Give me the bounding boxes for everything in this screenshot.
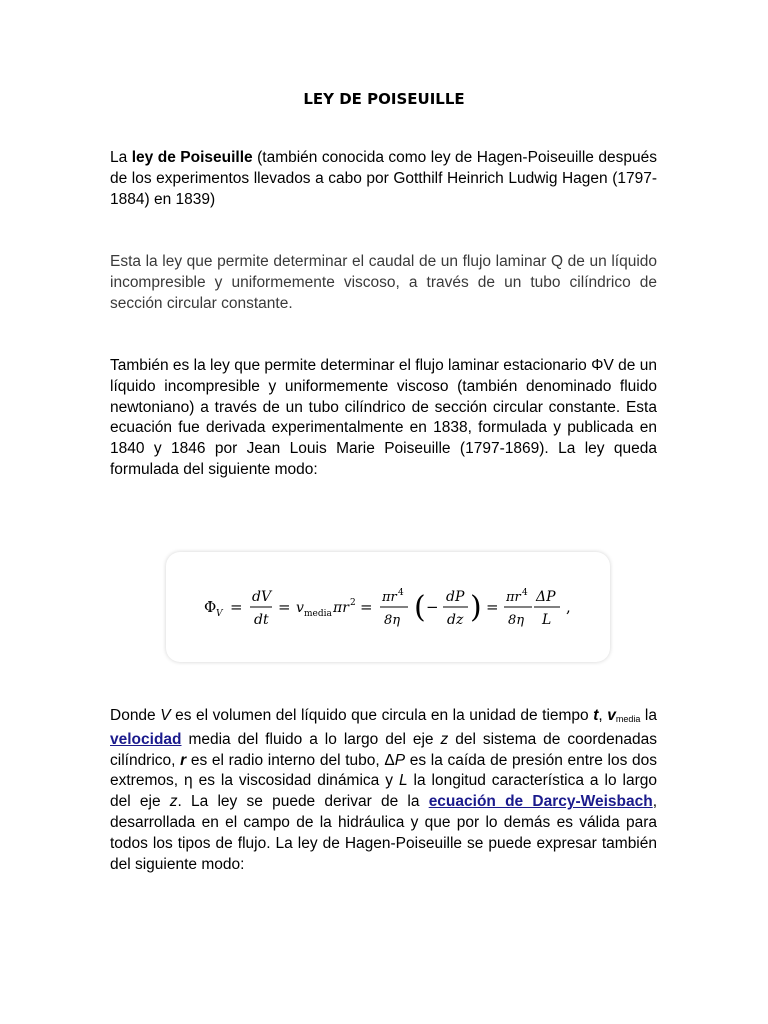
var-v-media: v (607, 707, 616, 724)
term-bold: ley de Poiseuille (131, 149, 253, 166)
formula-equals: = (360, 598, 373, 616)
formula-minus: − (426, 598, 439, 616)
text-run: es el volumen del líquido que circula en la unidad de tiempo (170, 707, 594, 724)
formula-exp-4: 4 (522, 588, 528, 598)
variables-paragraph (110, 706, 657, 875)
formula-v: v (296, 600, 304, 616)
formula-8eta: 8η (384, 613, 401, 628)
var-l: L (398, 772, 408, 790)
formula-dp: dP (446, 589, 465, 605)
formula-pi-r: πr (333, 600, 349, 616)
text-run: (también conocida como ley de Hagen-Poiseuille después de los experimentos llevados a cabo por Gotthilf Heinrich Ludwig Hagen (1797- 1884) en 1839) (110, 149, 657, 208)
formula-sub-media: media (304, 609, 332, 619)
formula-sub-v: V (216, 609, 223, 619)
text-run: es la caída de presión entre los dos extremos, η es la viscosidad dinámica y (110, 751, 657, 790)
text-run: La (110, 149, 132, 166)
var-sub-media: media (615, 714, 641, 724)
formula-equals: = (230, 598, 243, 616)
formula-right-paren: ) (470, 590, 482, 625)
formula-dz: dz (447, 612, 464, 628)
text-run: media del fluido a lo largo del eje (181, 730, 441, 748)
var-t: t (593, 707, 599, 724)
formula-equals: = (486, 598, 499, 616)
poiseuille-formula (166, 552, 610, 662)
definition-paragraph: Esta la ley que permite determinar el caudal de un flujo laminar Q de un líquido incompresible y uniformemente viscoso, a través de un tubo cilíndrico de sección circular constante. (110, 253, 657, 312)
text-run: Donde (110, 707, 161, 724)
text-run: es el radio interno del tubo, Δ (186, 751, 395, 769)
link-velocidad[interactable]: velocidad (110, 730, 182, 748)
text-run: . La ley se puede derivar de la (177, 793, 429, 811)
link-darcy-weisbach[interactable]: ecuación de Darcy-Weisbach (428, 793, 653, 811)
text-run: la longitud característica a lo largo del eje (110, 772, 657, 811)
formula-comma: , (566, 598, 571, 616)
formula-delta-p: ΔP (536, 589, 556, 605)
formula-pi-r: πr (382, 590, 397, 605)
var-r: r (180, 751, 187, 769)
formula-box (166, 552, 610, 662)
text-run: del sistema de coordenadas cilíndrico, (110, 730, 657, 769)
description-paragraph: También es la ley que permite determinar el flujo laminar estacionario ΦV de un líquido incompresible y uniformemente viscoso (también denominado fluido newtoniano) a través de un tubo cilíndrico de sección circular constante. Esta ecuación fue derivada experimentalmente en 1838, formulada y publicada en 1840 y 1846 por Jean Louis Marie Poiseuille (1797-1869). La ley queda formulada del siguiente modo: (110, 357, 657, 478)
formula-dv: dV (252, 589, 272, 605)
intro-paragraph (110, 148, 657, 210)
var-z: z (169, 793, 178, 811)
formula-pi-r: πr (506, 590, 521, 605)
text-run: , (598, 707, 608, 724)
formula-equals: = (278, 598, 291, 616)
text-run: la (640, 707, 657, 724)
page-title: LEY DE POISEUILLE (303, 90, 465, 108)
formula-phi: Φ (204, 598, 217, 616)
var-z: z (440, 730, 449, 748)
formula-dt: dt (254, 612, 269, 628)
var-p: P (394, 751, 406, 769)
formula-l: L (542, 612, 552, 628)
text-run: , desarrollada en el campo de la hidráulica y que por lo demás es válida para todos los tipos de flujo. La ley de Hagen-Poiseuille se puede expresar también del siguiente modo: (110, 793, 658, 873)
var-v: V (160, 707, 171, 724)
formula-8eta: 8η (508, 613, 525, 628)
formula-exp-2: 2 (350, 598, 356, 608)
formula-exp-4: 4 (398, 588, 404, 598)
formula-left-paren: ( (414, 590, 426, 625)
